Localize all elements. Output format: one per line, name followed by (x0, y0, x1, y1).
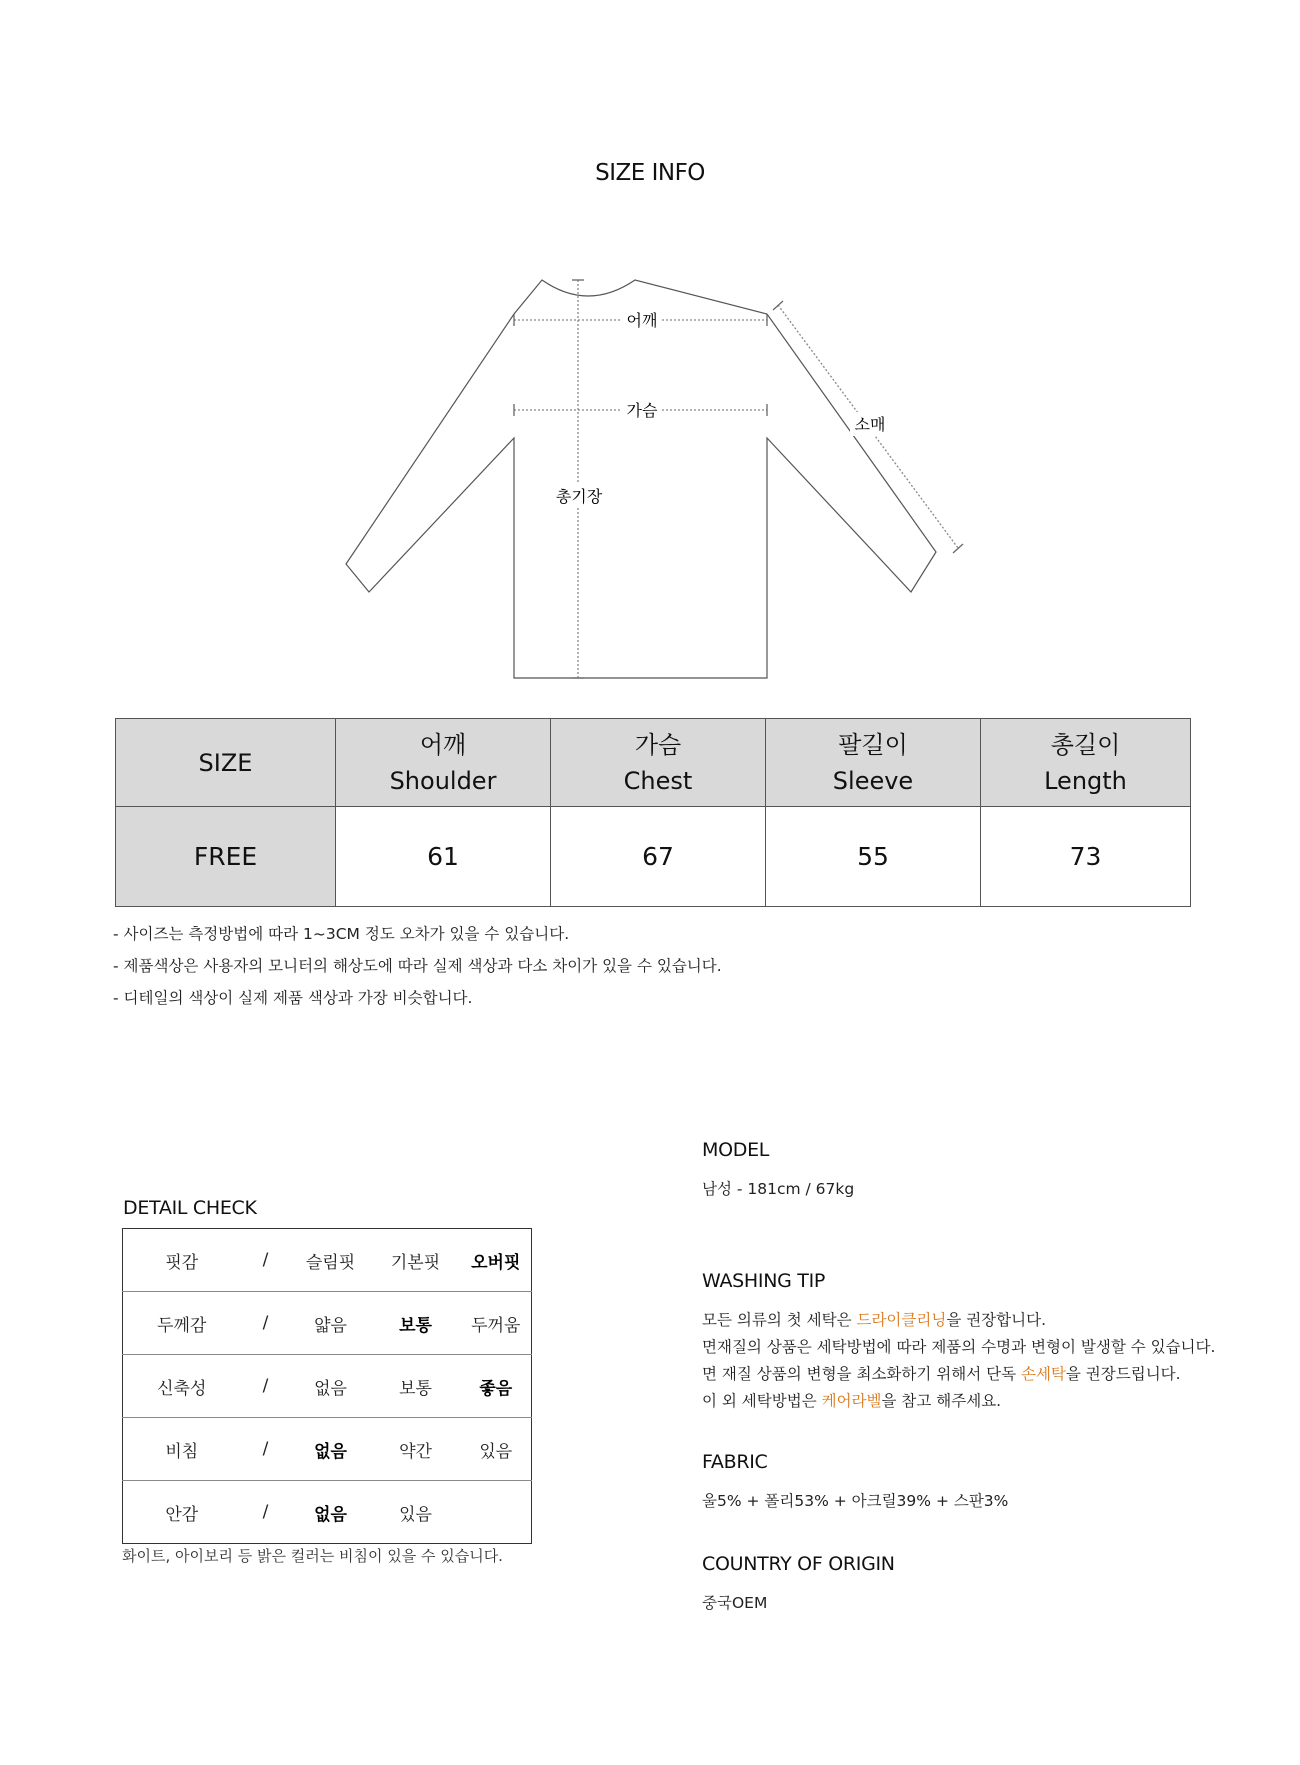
detail-row-lining (123, 1481, 532, 1544)
chest-value: 67 (551, 807, 766, 907)
detail-option-selected: 없음 (314, 1504, 347, 1525)
header-length: 총길이 Length (981, 719, 1191, 807)
diagram-chest-label: 가슴 (626, 401, 658, 420)
header-chest: 가슴 Chest (551, 719, 766, 807)
detail-option: 보통 (399, 1378, 432, 1399)
diagram-shoulder-label: 어깨 (626, 311, 658, 330)
detail-option-selected: 보통 (399, 1315, 432, 1336)
detail-separator: / (262, 1376, 269, 1396)
detail-label: 신축성 (157, 1378, 207, 1399)
washing-line: 모든 의류의 첫 세탁은 드라이클리닝을 권장합니다. (702, 1311, 1047, 1329)
detail-separator: / (262, 1313, 269, 1333)
washing-line: 면재질의 상품은 세탁방법에 따라 제품의 수명과 변형이 발생할 수 있습니다. (702, 1338, 1216, 1356)
header-size: SIZE (116, 719, 336, 807)
fabric-title: FABRIC (702, 1451, 768, 1473)
detail-option: 두꺼움 (471, 1315, 521, 1336)
length-value: 73 (981, 807, 1191, 907)
detail-check-table (122, 1228, 532, 1544)
size-free-cell: FREE (116, 807, 336, 907)
model-text: 남성 - 181cm / 67kg (702, 1180, 855, 1198)
size-table-row (116, 807, 1191, 907)
note-line: - 디테일의 색상이 실제 제품 색상과 가장 비슷합니다. (113, 989, 473, 1007)
detail-separator: / (262, 1250, 269, 1270)
diagram-sleeve-label: 소매 (854, 415, 886, 434)
detail-row-thickness (123, 1292, 532, 1355)
detail-option: 얇음 (314, 1315, 347, 1336)
highlight-dry-cleaning: 드라이클리닝 (856, 1311, 947, 1329)
size-info-title: SIZE INFO (595, 160, 705, 186)
highlight-hand-wash: 손세탁 (1020, 1365, 1066, 1383)
highlight-care-label: 케어라벨 (821, 1392, 882, 1410)
origin-title: COUNTRY OF ORIGIN (702, 1553, 895, 1575)
detail-option (461, 1481, 532, 1544)
detail-option: 없음 (314, 1378, 347, 1399)
header-shoulder: 어깨 Shoulder (336, 719, 551, 807)
detail-separator: / (262, 1439, 269, 1459)
detail-row-stretch (123, 1355, 532, 1418)
detail-option: 기본핏 (390, 1252, 441, 1273)
detail-option: 있음 (479, 1441, 513, 1462)
detail-option: 약간 (399, 1441, 432, 1462)
detail-row-sheerness (123, 1418, 532, 1481)
sleeve-value: 55 (766, 807, 981, 907)
detail-check-title: DETAIL CHECK (123, 1197, 257, 1219)
note-line: - 사이즈는 측정방법에 따라 1~3CM 정도 오차가 있을 수 있습니다. (113, 925, 570, 943)
detail-check-note: 화이트, 아이보리 등 밝은 컬러는 비침이 있을 수 있습니다. (122, 1547, 503, 1565)
detail-option-selected: 오버핏 (471, 1252, 521, 1273)
size-table (115, 718, 1191, 907)
size-table-header-row (116, 719, 1191, 807)
washing-line: 면 재질 상품의 변형을 최소화하기 위해서 단독 손세탁을 권장드립니다. (702, 1365, 1181, 1383)
header-sleeve: 팔길이 Sleeve (766, 719, 981, 807)
note-line: - 제품색상은 사용자의 모니터의 해상도에 따라 실제 색상과 다소 차이가 있을 수 있습니다. (113, 957, 722, 975)
detail-row-fit (123, 1229, 532, 1292)
detail-option-selected: 없음 (314, 1441, 347, 1462)
shoulder-value: 61 (336, 807, 551, 907)
washing-tip-text (702, 1307, 1215, 1415)
detail-label: 두께감 (157, 1315, 207, 1336)
washing-line: 이 외 세탁방법은 케어라벨을 참고 해주세요. (702, 1392, 1002, 1410)
garment-outline (346, 280, 936, 678)
detail-separator: / (262, 1502, 269, 1522)
garment-diagram (330, 270, 980, 690)
detail-option: 슬림핏 (305, 1252, 356, 1273)
model-title: MODEL (702, 1139, 770, 1161)
washing-tip-title: WASHING TIP (702, 1270, 826, 1292)
detail-option-selected: 좋음 (479, 1378, 513, 1399)
detail-label: 비침 (165, 1441, 199, 1462)
origin-text: 중국OEM (702, 1594, 768, 1612)
detail-label: 핏감 (165, 1252, 199, 1273)
size-notes (113, 922, 722, 1018)
fabric-text: 울5% + 폴리53% + 아크릴39% + 스판3% (702, 1492, 1009, 1510)
diagram-length-label: 총기장 (555, 487, 603, 506)
detail-label: 안감 (165, 1504, 199, 1525)
detail-option: 있음 (399, 1504, 432, 1525)
